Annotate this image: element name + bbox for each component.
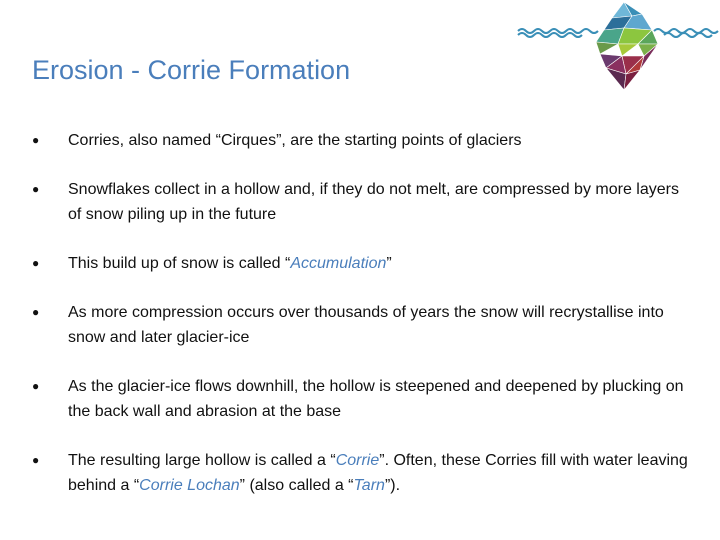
bullet-dot: ● xyxy=(32,182,40,196)
bullet-text: As more compression occurs over thousands of years the snow will recrystallise into snow and later glacier-ice xyxy=(68,304,664,346)
iceberg-icon xyxy=(514,0,720,96)
slide-title: Erosion - Corrie Formation xyxy=(32,55,351,85)
bullet-dot: ● xyxy=(32,453,40,467)
bullet-item xyxy=(32,448,692,498)
emphasis-term: Tarn xyxy=(353,477,385,494)
bullet-item xyxy=(32,128,692,153)
emphasis-term: Corrie xyxy=(335,452,380,469)
emphasis-term: Accumulation xyxy=(290,255,387,272)
bullet-dot: ● xyxy=(32,379,40,393)
emphasis-term: Corrie Lochan xyxy=(139,477,240,494)
bullet-text: ” xyxy=(386,255,392,272)
bullet-item xyxy=(32,374,692,424)
bullet-dot: ● xyxy=(32,133,40,147)
bullet-text: The resulting large hollow is called a “ xyxy=(68,452,336,469)
bullet-text: Corries, also named “Cirques”, are the starting points of glaciers xyxy=(68,132,522,149)
bullet-text: ” (also called a “ xyxy=(239,477,354,494)
bullet-text: ”. Often, these Corries fill with water leaving behind a “ xyxy=(68,452,688,494)
bullet-text: ”). xyxy=(384,477,401,494)
bullet-text: This build up of snow is called “ xyxy=(68,255,291,272)
bullet-item xyxy=(32,300,692,350)
bullet-dot: ● xyxy=(32,256,40,270)
bullet-list xyxy=(32,128,692,522)
bullet-text: As the glacier-ice flows downhill, the hollow is steepened and deepened by plucking on the back wall and abrasion at the base xyxy=(68,378,684,420)
bullet-dot: ● xyxy=(32,305,40,319)
bullet-item xyxy=(32,177,692,227)
bullet-item xyxy=(32,251,692,276)
bullet-text: Snowflakes collect in a hollow and, if they do not melt, are compressed by more layers of snow piling up in the future xyxy=(68,181,679,223)
